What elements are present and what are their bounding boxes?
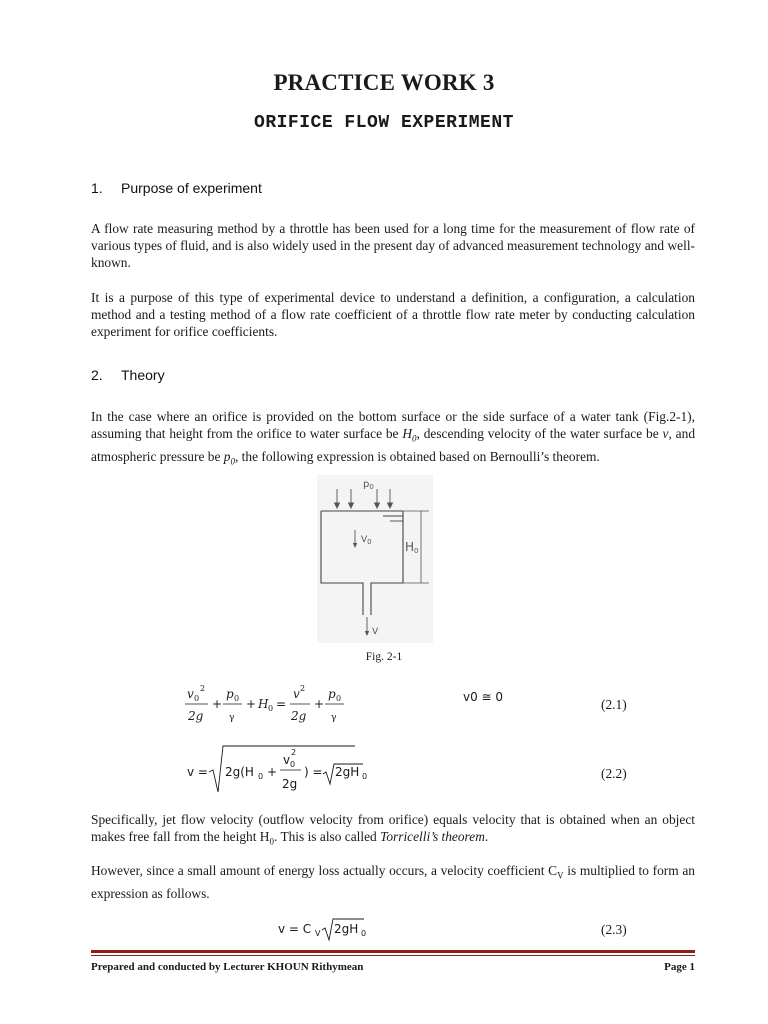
section-1-title: Purpose of experiment (121, 180, 262, 196)
theory-text-d: , the following expression is obtained based on Bernoulli’s theorem. (234, 448, 600, 464)
theory-var-p0: $p_0$ (223, 448, 235, 467)
svg-text:v = C: v = C (278, 922, 312, 936)
svg-text:0: 0 (234, 694, 240, 703)
section-2-number: 2. (91, 367, 103, 383)
svg-text:+: + (267, 765, 278, 779)
section-2-paragraph-1 (91, 408, 695, 470)
equation-2-3-number: (2.3) (601, 922, 627, 937)
svg-text:2: 2 (200, 684, 206, 693)
theory-text-c: , and atmospheric pressure be (91, 426, 696, 464)
outflow-arrow (365, 631, 369, 636)
theory-text-a: In the case where an orifice is provided on the bottom surface or the side surface of a water tank (Fig.2-1), assuming that height from the orifice to water surface be (91, 409, 695, 441)
velocity-coef-text-a: However, since a small amount of energy loss actually occurs, a velocity coefficient C (91, 863, 558, 878)
svg-text:0: 0 (336, 694, 342, 703)
figure-caption: Fig. 2-1 (365, 651, 403, 663)
label-v: V (372, 627, 379, 637)
svg-text:2: 2 (291, 748, 297, 757)
svg-text:2gH: 2gH (335, 765, 360, 779)
svg-text:V: V (315, 929, 321, 938)
section-2-heading (91, 367, 165, 383)
svg-text:2gH: 2gH (334, 922, 359, 936)
svg-text:2: 2 (300, 684, 306, 693)
svg-text:0: 0 (290, 760, 296, 769)
label-h0: H0 (405, 540, 419, 555)
svg-text:H: H (258, 697, 269, 711)
torricelli-text-a: Specifically, jet flow velocity (outflow velocity from orifice) equals velocity that is obtained when an object makes free fall from the height H (91, 812, 695, 844)
svg-text:+: + (246, 697, 257, 711)
section-2-paragraph-3 (91, 862, 695, 902)
svg-text:v: v (187, 687, 194, 701)
torricelli-text-c: . (484, 829, 489, 844)
svg-text:+: + (314, 697, 325, 711)
theory-var-h0: $H_0$ (402, 426, 417, 444)
torricelli-theorem-name: Torricelli’s theorem (380, 829, 485, 844)
section-2-title: Theory (121, 367, 165, 383)
svg-text:) =: ) = (304, 765, 323, 779)
section-1-paragraph-1: A flow rate measuring method by a throttle has been used for a long time for the measurement of flow rate of various types of fluid, and is also widely used in the present day of advanced measurement technology and well-known. (91, 221, 695, 270)
svg-text:=: = (276, 697, 287, 711)
equation-2-1 (180, 680, 380, 726)
equation-2-2 (183, 742, 373, 798)
svg-text:v =: v = (187, 765, 208, 779)
footer-page-number: Page 1 (664, 961, 695, 973)
svg-text:2g(H: 2g(H (225, 765, 254, 779)
svg-text:0: 0 (361, 929, 367, 938)
footer-rule-thin (91, 955, 695, 956)
section-2-paragraph-2 (91, 811, 695, 851)
svg-text:p: p (328, 687, 336, 701)
section-1-heading (91, 180, 262, 196)
svg-text:0: 0 (258, 772, 264, 781)
descending-velocity-arrow (353, 543, 357, 548)
theory-text-b: , descending velocity of the water surface be (416, 426, 663, 441)
svg-text:γ: γ (229, 713, 235, 723)
tank-diagram (317, 475, 433, 643)
page-subtitle: ORIFICE FLOW EXPERIMENT (254, 113, 514, 133)
svg-text:2g: 2g (188, 709, 204, 723)
velocity-coef-text-b: is multiplied to form an expression as follows. (91, 863, 695, 901)
svg-text:0: 0 (268, 704, 274, 713)
svg-text:0: 0 (194, 694, 200, 703)
equation-2-3 (276, 915, 386, 943)
svg-text:γ: γ (331, 713, 337, 723)
tank-walls (321, 511, 403, 615)
torricelli-text-b: . This is also called (273, 829, 381, 844)
svg-text:v: v (283, 753, 291, 767)
theory-var-v: v (662, 426, 669, 441)
equation-2-2-number: (2.2) (601, 766, 627, 781)
footer-rule-thick (91, 950, 695, 953)
footer-author: Prepared and conducted by Lecturer KHOUN Rithymean (91, 961, 364, 973)
page-title: PRACTICE WORK 3 (273, 70, 495, 95)
section-1-number: 1. (91, 180, 103, 196)
svg-text:0: 0 (362, 772, 368, 781)
equation-2-1-condition: v0 ≅ 0 (463, 690, 504, 704)
torricelli-sub: 0 (269, 836, 274, 847)
velocity-coef-sub: V (557, 870, 564, 881)
svg-text:2g: 2g (291, 709, 307, 723)
svg-text:2g: 2g (282, 777, 298, 791)
section-1-paragraph-2: It is a purpose of this type of experimental device to understand a definition, a configuration, a calculation method and a testing method of a flow rate coefficient of a throttle flow rate meter by conducting calculation experiment for orifice coefficients. (91, 290, 695, 339)
label-p0: $p_0$ (363, 479, 374, 491)
svg-text:+: + (212, 697, 223, 711)
figure-2-1 (317, 475, 433, 643)
pressure-arrows (335, 489, 393, 508)
equation-2-1-number: (2.1) (601, 697, 627, 712)
label-v0: $V_0$ (361, 535, 372, 546)
svg-text:p: p (226, 687, 234, 701)
svg-text:v: v (293, 687, 300, 701)
